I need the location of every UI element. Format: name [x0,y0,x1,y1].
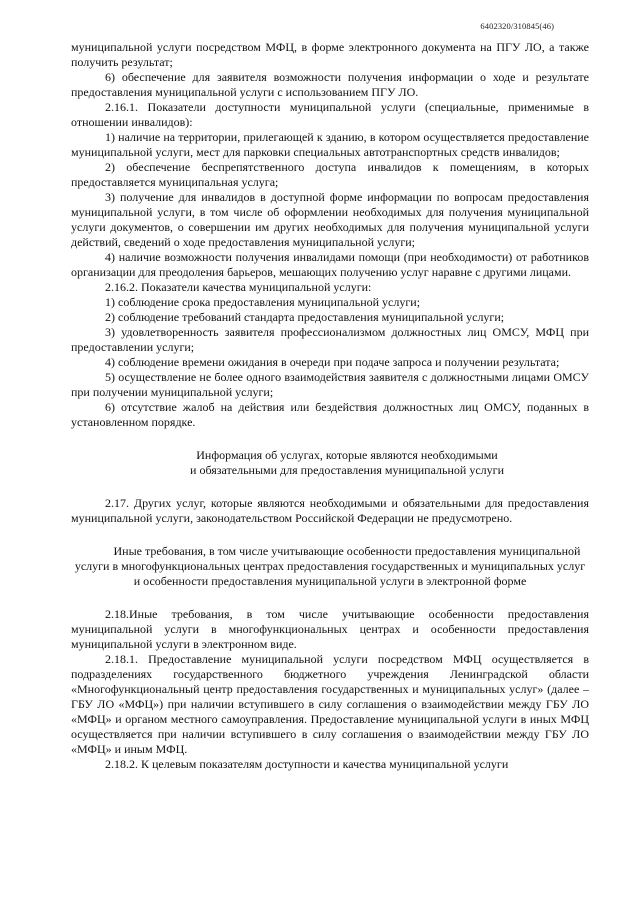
paragraph-2-16-1: 2.16.1. Показатели доступности муниципальной услуги (специальные, применимые в отношении инвалидов): [71,100,589,129]
document-number: 6402320/310845(46) [480,21,554,31]
paragraph-2-16-2: 2.16.2. Показатели качества муниципальной услуги: [105,280,372,294]
paragraph-item-6: 6) обеспечение для заявителя возможности получения информации о ходе и результате предоставления муниципальной услуги с использованием ПГУ ЛО. [71,70,589,99]
paragraph-quality-6: 6) отсутствие жалоб на действия или бездействия должностных лиц ОМСУ, поданных в установленном порядке. [71,400,589,429]
paragraph-quality-2: 2) соблюдение требований стандарта предоставления муниципальной услуги; [105,310,505,324]
paragraph-2-17: 2.17. Других услуг, которые являются необходимыми и обязательными для предоставления муниципальной услуги, законодательством Российской Федерации не предусмотрено. [71,496,589,525]
paragraph-2-18: 2.18.Иные требования, в том числе учитывающие особенности предоставления муниципальной услуги в многофункциональных центрах и особенности предоставления муниципальной услуги в электронном виде. [71,607,589,651]
paragraph-2-18-1: 2.18.1. Предоставление муниципальной услуги посредством МФЦ осуществляется в подразделениях государственного бюджетного учреждения Ленинградской области «Многофункциональный центр предоставления государственных и муниципальных услуг» (далее – ГБУ ЛО «МФЦ») при наличии вступившего в силу соглашения о взаимодействии между ГБУ ЛО «МФЦ» и органом местного самоуправления. Предоставление муниципальной услуги в иных МФЦ осуществляется при наличии вступившего в силу соглашения о взаимодействии между ГБУ ЛО «МФЦ» и иным МФЦ. [71,652,589,756]
paragraph-accessibility-3: 3) получение для инвалидов в доступной форме информации по вопросам предоставления муниципальной услуги, в том числе об оформлении необходимых для получения муниципальной услуги документов, о совершении им других необходимых для получения муниципальной услуги действий, сведений о ходе предоставления муниципальной услуги; [71,190,589,249]
section-heading-services-line1: Информация об услугах, которые являются необходимыми [196,448,498,462]
paragraph-quality-1: 1) соблюдение срока предоставления муниципальной услуги; [105,295,421,309]
paragraph-quality-4: 4) соблюдение времени ожидания в очереди при подаче запроса и получении результата; [105,355,560,369]
section-heading-services-line2: и обязательными для предоставления муниципальной услуги [190,463,504,477]
section-heading-other-requirements: Иные требования, в том числе учитывающие особенности предоставления муниципальной услуги в многофункциональных центрах предоставления государственных и муниципальных услуг и особенности предоставления муниципальной услуги в электронной форме [74,544,586,588]
paragraph-continuation: муниципальной услуги посредством МФЦ, в форме электронного документа на ПГУ ЛО, а также получить результат; [71,40,589,69]
paragraph-2-18-2: 2.18.2. К целевым показателям доступности и качества муниципальной услуги [105,757,509,771]
paragraph-accessibility-1: 1) наличие на территории, прилегающей к зданию, в котором осуществляется предоставление муниципальной услуги, мест для парковки специальных автотранспортных средств инвалидов; [71,130,589,159]
paragraph-quality-5: 5) осуществление не более одного взаимодействия заявителя с должностными лицами ОМСУ при получении муниципальной услуги; [71,370,589,399]
paragraph-quality-3: 3) удовлетворенность заявителя профессионализмом должностных лиц ОМСУ, МФЦ при предоставлении услуги; [71,325,589,354]
paragraph-accessibility-2: 2) обеспечение беспрепятственного доступа инвалидов к помещениям, в которых предоставляется муниципальная услуга; [71,160,589,189]
document-body [71,40,589,772]
paragraph-accessibility-4: 4) наличие возможности получения инвалидами помощи (при необходимости) от работников организации для преодоления барьеров, мешающих получению услуг наравне с другими лицами. [71,250,589,279]
